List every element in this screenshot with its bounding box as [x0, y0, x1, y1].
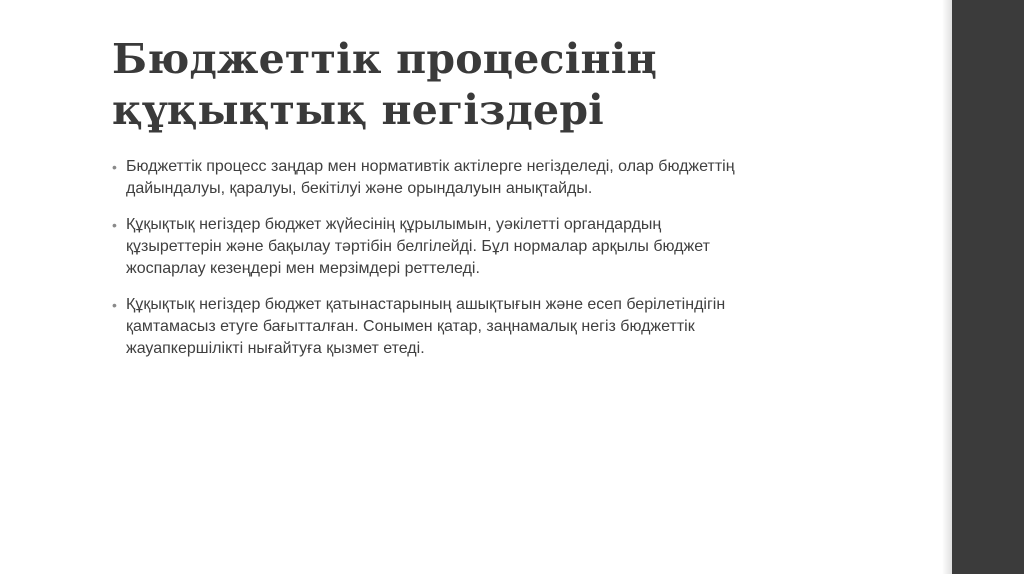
slide-title-line-2: құқықтық негіздері: [112, 86, 604, 134]
bullet-2-line-3: жоспарлау кезеңдері мен мерзімдері реттеледі.: [126, 260, 480, 277]
bullet-dot-icon: •: [112, 217, 117, 233]
bullet-3-line-1: Құқықтық негіздер бюджет қатынастарының ашықтығын және есеп берілетіндігін: [126, 296, 726, 313]
bullet-dot-icon: •: [112, 159, 117, 175]
bullet-text-2: [126, 214, 852, 280]
bullet-2-line-1: Құқықтық негіздер бюджет жүйесінің құрылымын, уәкілетті органдардың: [126, 216, 662, 233]
bullet-text-1: [126, 156, 852, 200]
slide-title-line-1: Бюджеттік процесінің: [112, 35, 657, 83]
bullet-list: [112, 156, 852, 374]
bullet-item-2: [112, 214, 852, 280]
bullet-dot-icon: •: [112, 297, 117, 313]
sidebar-shadow: [942, 0, 952, 574]
bullet-item-1: [112, 156, 852, 200]
bullet-text-3: [126, 294, 852, 360]
right-sidebar-bar: [952, 0, 1024, 574]
bullet-item-3: [112, 294, 852, 360]
bullet-3-line-2: қамтамасыз етуге бағытталған. Сонымен қатар, заңнамалық негіз бюджеттік: [126, 318, 695, 335]
bullet-1-line-2: дайындалуы, қаралуы, бекітілуі және орындалуын анықтайды.: [126, 180, 593, 197]
bullet-2-line-2: құзыреттерін және бақылау тәртібін белгілейді. Бұл нормалар арқылы бюджет: [126, 238, 710, 255]
slide-title: [112, 34, 812, 136]
bullet-1-line-1: Бюджеттік процесс заңдар мен нормативтік актілерге негізделеді, олар бюджеттің: [126, 158, 735, 175]
bullet-3-line-3: жауапкершілікті нығайтуға қызмет етеді.: [126, 340, 425, 357]
